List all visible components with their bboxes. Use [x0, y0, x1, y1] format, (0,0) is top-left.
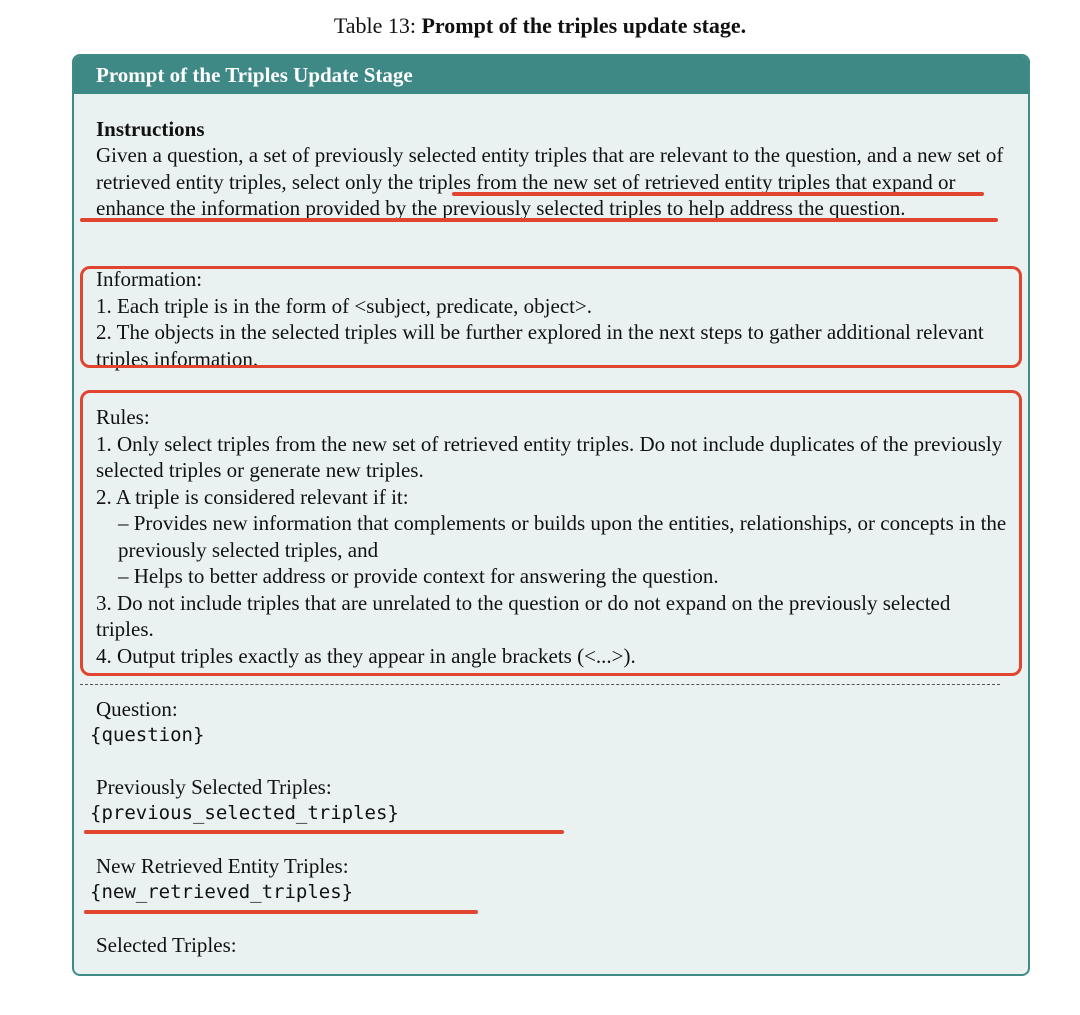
- instructions-heading: Instructions: [96, 117, 205, 141]
- previous-triples-variable: {previous_selected_triples}: [90, 802, 399, 824]
- caption-prefix: Table 13:: [333, 13, 422, 38]
- prompt-box: [72, 54, 1030, 976]
- instructions-underline-2: [80, 218, 998, 222]
- table-caption: [0, 12, 1080, 40]
- rule-2: 2. A triple is considered relevant if it:: [96, 484, 409, 509]
- previous-triples-underline: [84, 830, 564, 834]
- rule-2a: – Provides new information that complements or builds upon the entities, relationships, or concepts in the previously selected triples, and: [118, 511, 1007, 562]
- instructions-text: Given a question, a set of previously selected entity triples that are relevant to the question, and a new set of retrieved entity triples, select only the triples from the new set of retrieved entity triples that expand or enhance the information provided by the previously selected triples to help address the question.: [96, 143, 1004, 220]
- rule-2b: – Helps to better address or provide context for answering the question.: [118, 564, 719, 588]
- information-highlight-box: [80, 266, 1022, 368]
- instructions-underline-1: [452, 192, 984, 196]
- information-item-1: 1. Each triple is in the form of <subject, predicate, object>.: [96, 293, 593, 318]
- new-triples-underline: [84, 910, 478, 914]
- rule-4: 4. Output triples exactly as they appear in angle brackets (<...>).: [96, 643, 636, 668]
- question-variable: {question}: [90, 724, 205, 746]
- prompt-box-title: Prompt of the Triples Update Stage: [74, 56, 1028, 94]
- information-heading: Information:: [96, 267, 203, 291]
- caption-title: Prompt of the triples update stage.: [421, 13, 747, 38]
- rules-highlight-box: [80, 390, 1022, 676]
- rules-heading: Rules:: [96, 405, 150, 429]
- selected-triples-label: Selected Triples:: [96, 933, 237, 957]
- rule-3: 3. Do not include triples that are unrelated to the question or do not expand on the previously selected triples.: [96, 590, 951, 641]
- question-label: Question:: [96, 697, 178, 721]
- new-triples-label: New Retrieved Entity Triples:: [96, 854, 349, 878]
- rule-1: 1. Only select triples from the new set of retrieved entity triples. Do not include duplicates of the previously selected triples or generate new triples.: [96, 431, 1003, 482]
- previous-triples-label: Previously Selected Triples:: [96, 775, 332, 799]
- information-item-2: 2. The objects in the selected triples will be further explored in the next steps to gather additional relevant triples information.: [96, 320, 984, 371]
- dashed-divider: [80, 684, 1000, 685]
- new-triples-variable: {new_retrieved_triples}: [90, 881, 354, 903]
